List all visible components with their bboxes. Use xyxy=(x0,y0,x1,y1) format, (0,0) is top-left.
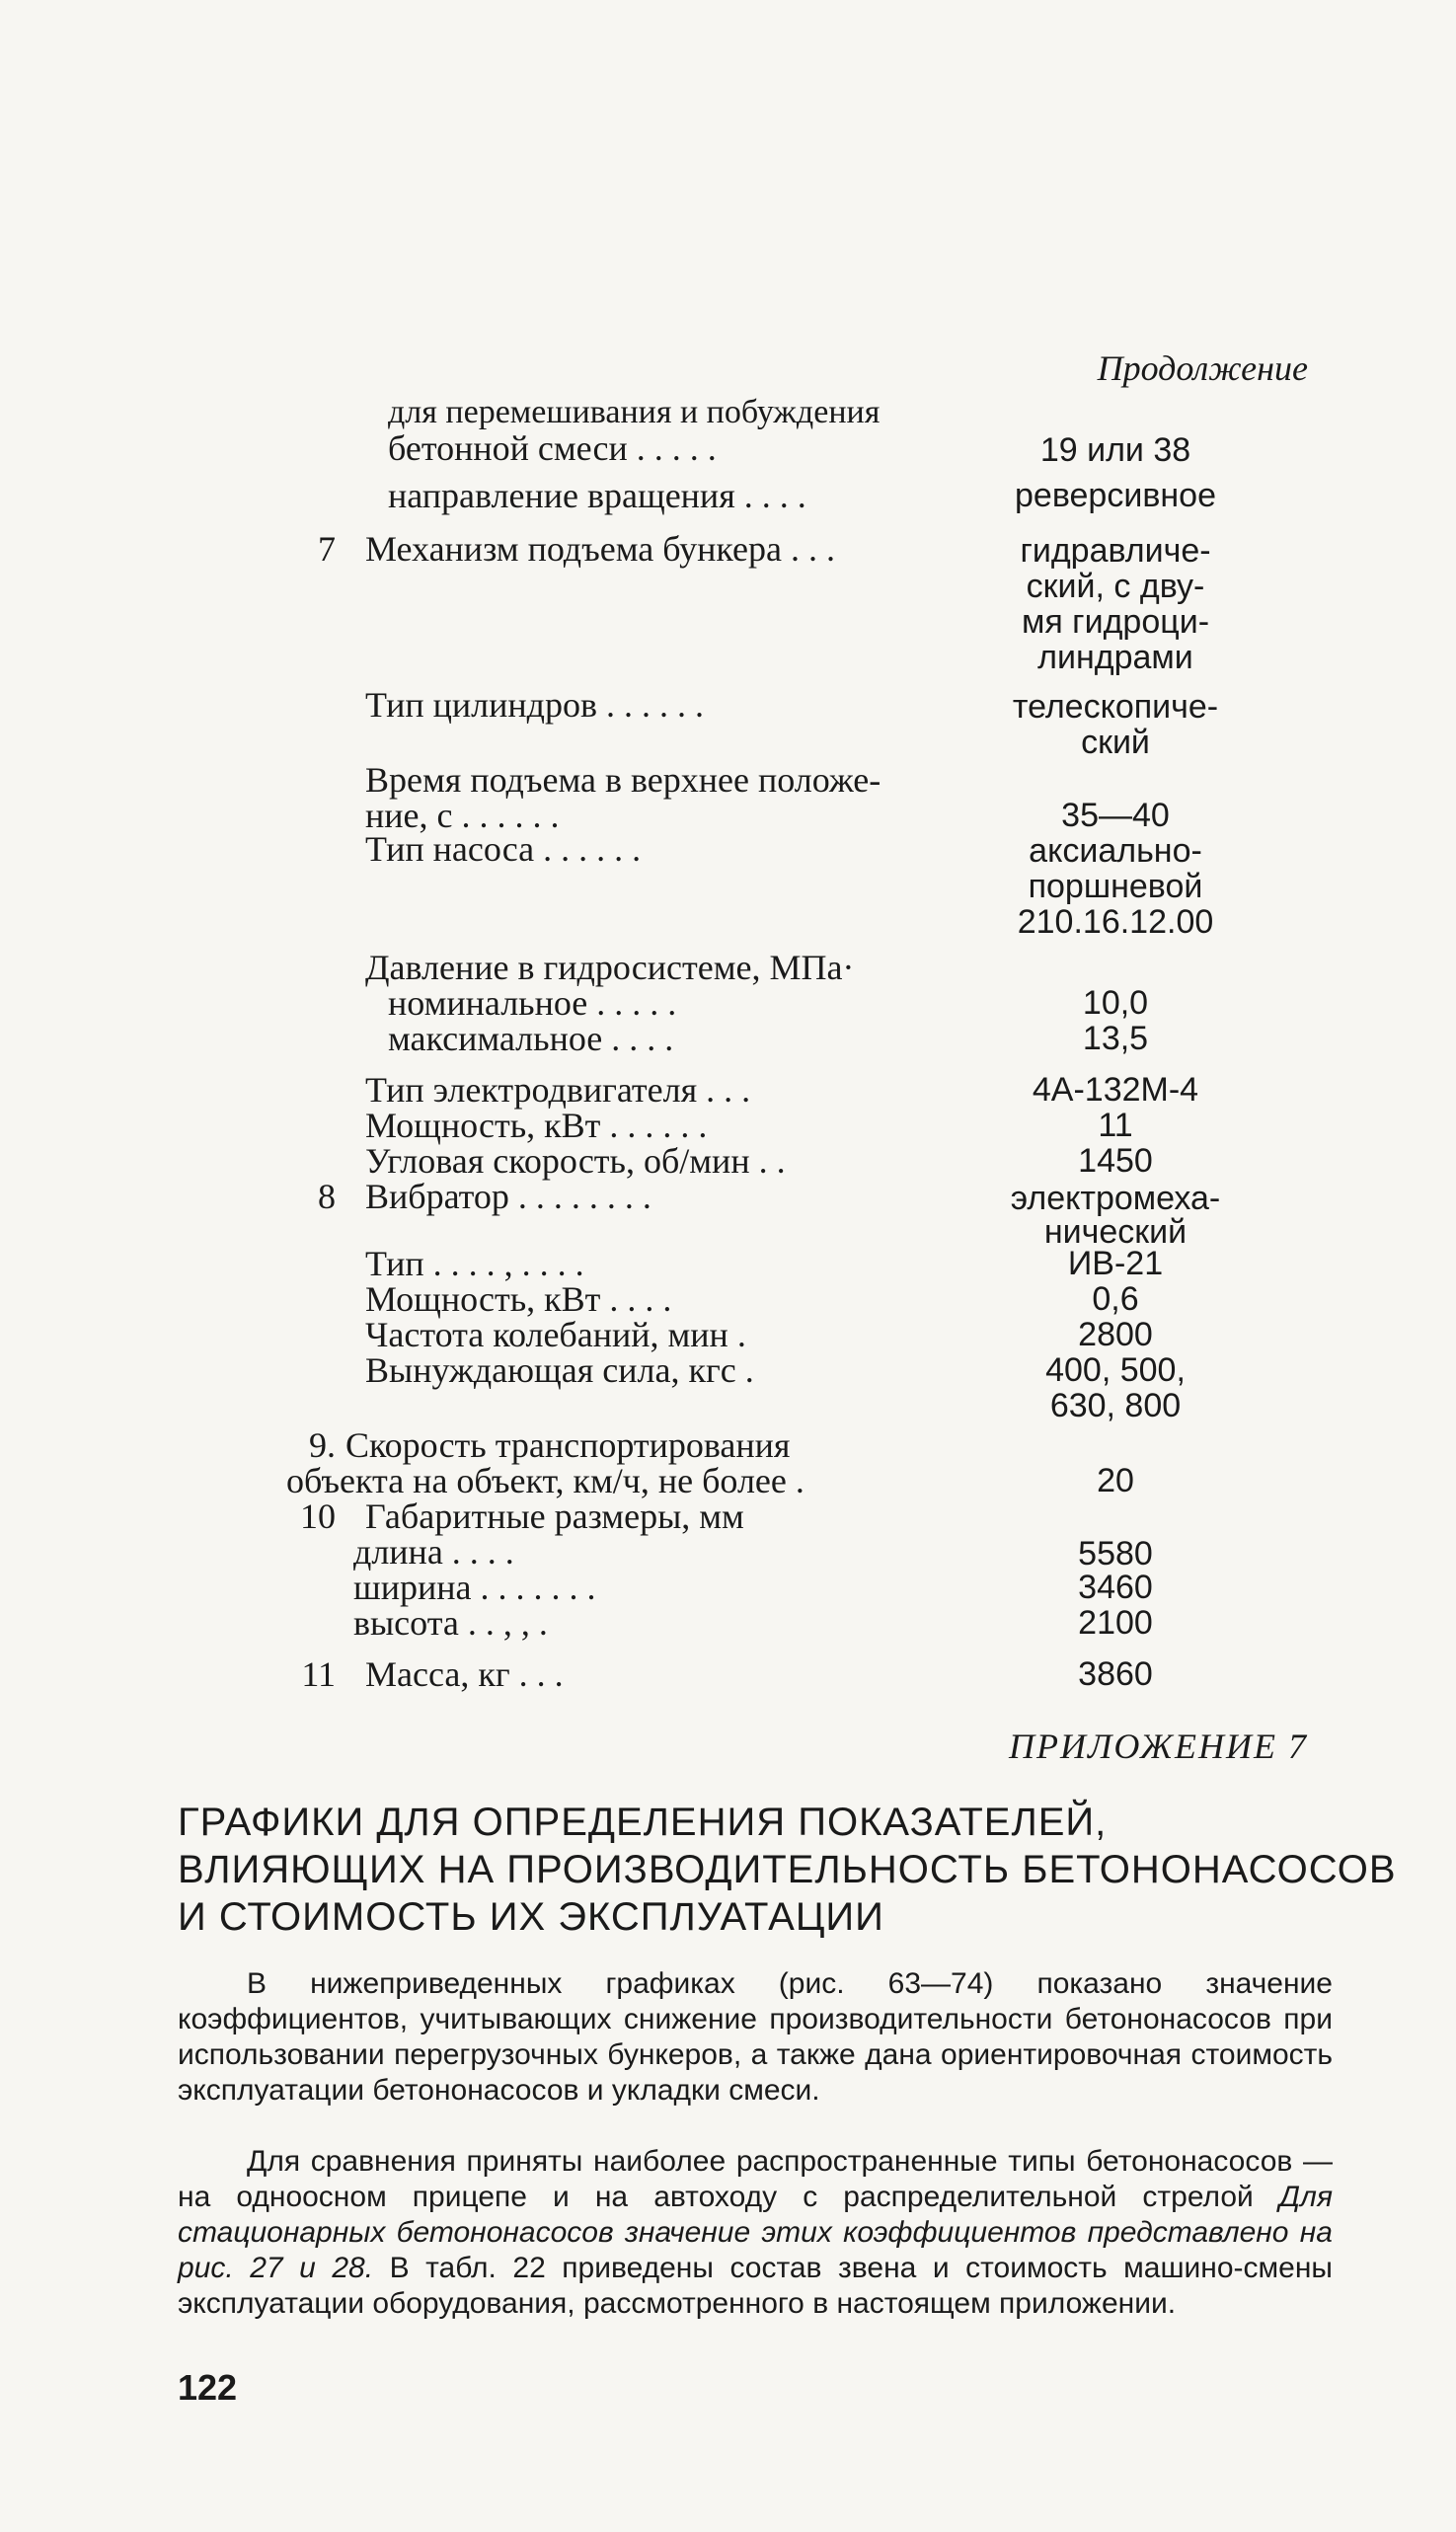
row-value: 5580 xyxy=(1078,1535,1153,1573)
row-value: 2800 xyxy=(1078,1316,1153,1353)
row-label: Время подъема в верхнее положе- xyxy=(365,760,881,800)
row-value: 11 xyxy=(1098,1107,1133,1144)
row-label: Вибратор . . . . . . . . xyxy=(365,1177,651,1216)
appendix-title: ВЛИЯЮЩИХ НА ПРОИЗВОДИТЕЛЬНОСТЬ БЕТОНОНАСОСОВ xyxy=(178,1848,1397,1891)
paragraph-text: В нижеприведенных графиках (рис. 63—74) показано значение коэффициентов, учитывающих снижение производительности бетононасосов при использовании перегрузочных бункеров, а также дана ориентировочная стоимость эксплуатации бетононасосов и укладки смеси. xyxy=(178,1967,1333,2107)
row-label: Угловая скорость, об/мин . . xyxy=(365,1141,786,1181)
row-label: номинальное . . . . . xyxy=(388,983,677,1023)
row-value: электромеха- xyxy=(1010,1180,1221,1217)
paragraph-text: В табл. 22 приведены состав звена и стоимость машино-смены эксплуатации оборудования, рассмотренного в настоящем приложении. xyxy=(178,2252,1333,2320)
paragraph-text: Для сравнения приняты наиболее распространенные типы бетононасосов — на одноосном прицепе и на автоходу с распределительной стрелой xyxy=(178,2145,1333,2213)
row-label: Механизм подъема бункера . . . xyxy=(365,529,835,569)
row-value: гидравличе- xyxy=(1020,532,1211,570)
row-label: объекта на объект, км/ч, не более . xyxy=(286,1461,805,1500)
row-label: Тип электродвигателя . . . xyxy=(365,1070,751,1110)
continuation-label: Продолжение xyxy=(1097,348,1308,388)
row-value: мя гидроци- xyxy=(1021,603,1210,641)
row-label: Тип насоса . . . . . . xyxy=(365,829,642,869)
row-label: длина . . . . xyxy=(353,1532,514,1572)
row-label: Габаритные размеры, мм xyxy=(365,1496,744,1536)
row-label: максимальное . . . . xyxy=(388,1019,674,1058)
row-label: Вынуждающая сила, кгс . xyxy=(365,1350,754,1390)
row-label: Масса, кг . . . xyxy=(365,1654,564,1694)
row-value: 3860 xyxy=(1078,1655,1153,1693)
row-value: ский xyxy=(1081,724,1150,761)
row-value: линдрами xyxy=(1037,639,1193,676)
paragraph-text-italic: Для стационарных бетононасосов значение этих коэффициентов представлено на рис. 27 и 28. xyxy=(178,2181,1333,2284)
row-value: 4А-132М-4 xyxy=(1032,1071,1199,1109)
row-number: 8 xyxy=(318,1177,336,1216)
row-value: 35—40 xyxy=(1061,797,1170,834)
row-number: 11 xyxy=(301,1654,336,1694)
row-value: 0,6 xyxy=(1092,1280,1139,1318)
paragraph xyxy=(178,2144,1333,2322)
row-value: 2100 xyxy=(1078,1604,1153,1642)
row-label: Частота колебаний, мин . xyxy=(365,1315,746,1354)
row-value: 20 xyxy=(1097,1462,1134,1499)
row-label: бетонной смеси . . . . . xyxy=(388,428,717,468)
row-label: Скорость транспортирования xyxy=(345,1425,791,1465)
row-label: для перемешивания и побуждения xyxy=(388,394,881,430)
row-value: поршневой xyxy=(1028,868,1203,905)
appendix-title: И СТОИМОСТЬ ИХ ЭКСПЛУАТАЦИИ xyxy=(178,1895,884,1939)
row-label: Мощность, кВт . . . . xyxy=(365,1279,672,1319)
row-label: Давление в гидросистеме, МПа· xyxy=(365,948,855,987)
row-value: нический xyxy=(1043,1213,1188,1251)
row-value: ский, с дву- xyxy=(1026,568,1205,605)
page-number: 122 xyxy=(178,2367,238,2408)
row-label: Тип . . . . , . . . . xyxy=(365,1244,584,1283)
row-number: 7 xyxy=(318,529,336,569)
row-value: 630, 800 xyxy=(1049,1387,1182,1424)
row-label: ширина . . . . . . . xyxy=(353,1568,596,1607)
row-value: аксиально- xyxy=(1029,832,1202,870)
row-label: ние, с . . . . . . xyxy=(365,796,560,835)
row-value: 210.16.12.00 xyxy=(1017,903,1214,941)
row-value: ИВ-21 xyxy=(1067,1245,1164,1282)
row-value: 3460 xyxy=(1078,1569,1153,1606)
row-label: высота . . , , . xyxy=(353,1603,548,1643)
row-value: 13,5 xyxy=(1082,1020,1149,1057)
row-value: телескопиче- xyxy=(1012,688,1219,726)
row-label: Мощность, кВт . . . . . . xyxy=(365,1106,708,1145)
row-value: 400, 500, xyxy=(1045,1351,1186,1389)
row-value: 10,0 xyxy=(1082,984,1149,1022)
row-value: реверсивное xyxy=(1015,477,1216,514)
row-label: направление вращения . . . . xyxy=(388,476,806,515)
row-number: 9. xyxy=(309,1425,336,1465)
appendix-label: ПРИЛОЖЕНИЕ 7 xyxy=(1009,1726,1308,1766)
appendix-title: ГРАФИКИ ДЛЯ ОПРЕДЕЛЕНИЯ ПОКАЗАТЕЛЕЙ, xyxy=(178,1801,1108,1844)
row-number: 10 xyxy=(300,1496,336,1536)
row-label: Тип цилиндров . . . . . . xyxy=(365,685,704,725)
row-value: 1450 xyxy=(1078,1142,1153,1180)
paragraph xyxy=(178,1966,1333,2109)
row-value: 19 или 38 xyxy=(1039,431,1191,469)
